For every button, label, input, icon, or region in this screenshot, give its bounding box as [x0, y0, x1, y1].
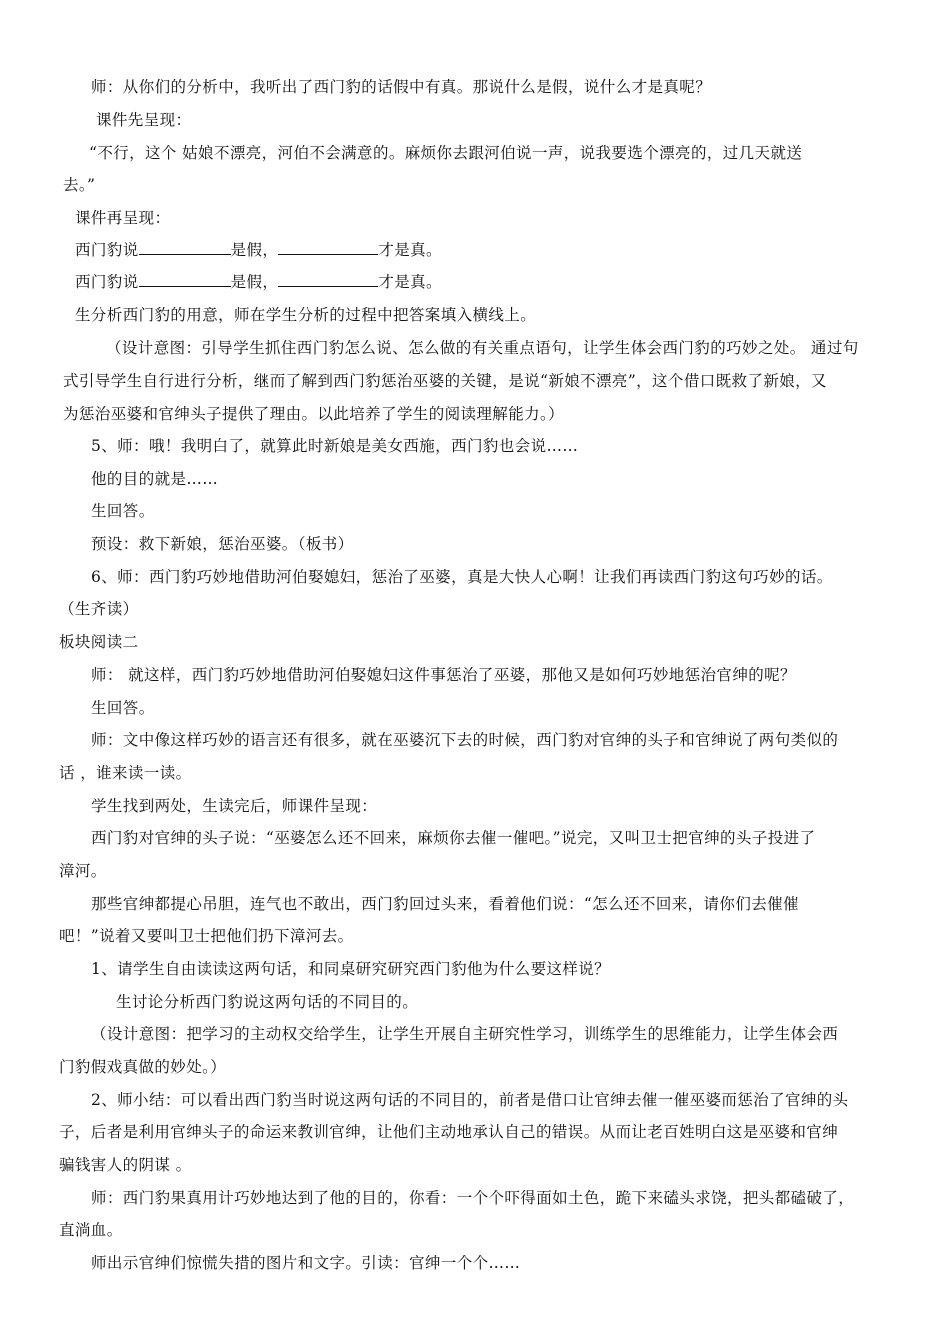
fill-blank-line	[75, 240, 442, 260]
fill-end: 才是真。	[378, 273, 442, 291]
paragraph-line: 生分析西门豹的用意，师在学生分析的过程中把答案填入横线上。	[75, 306, 537, 324]
design-intent-note: （设计意图：把学习的主动权交给学生，让学生开展自主研究性学习，训练学生的思维能力，让学生体会西	[91, 1025, 839, 1043]
fill-mid: 是假，	[230, 273, 279, 291]
paragraph-line: 去。”	[63, 176, 96, 194]
paragraph-line: 师：从你们的分析中，我听出了西门豹的话假中有真。那说什么是假，说什么才是真呢？	[91, 78, 712, 96]
paragraph-line: 6、师：西门豹巧妙地借助河伯娶媳妇，惩治了巫婆，真是大快人心啊！让我们再读西门豹这句巧妙的话。	[91, 568, 833, 586]
paragraph-line: 师：西门豹果真用计巧妙地达到了他的目的，你看：一个个吓得面如土色，跪下来磕头求饶，把头都磕破了，	[91, 1189, 855, 1207]
fill-mid: 是假，	[230, 241, 279, 259]
section-heading: 板块阅读二	[59, 633, 139, 651]
paragraph-line: 骗钱害人的阴谋 。	[59, 1156, 192, 1174]
paragraph-line: 吧！”说着又要叫卫士把他们扔下漳河去。	[59, 927, 354, 945]
paragraph-line: “不行，这个 姑娘不漂亮，河伯不会满意的。麻烦你去跟河伯说一声，说我要选个漂亮的，过几天就送	[89, 144, 803, 162]
paragraph-line: 5、师：哦！我明白了，就算此时新娘是美女西施，西门豹也会说……	[91, 437, 579, 455]
paragraph-line: 他的目的就是……	[91, 470, 219, 488]
paragraph-line: （生齐读）	[59, 600, 139, 618]
paragraph-line: 1、请学生自由读读这两句话，和同桌研究研究西门豹他为什么要这样说？	[91, 960, 611, 978]
design-intent-note: （设计意图：引导学生抓住西门豹怎么说、怎么做的有关重点语句，让学生体会西门豹的巧妙之处。 通过句	[106, 339, 859, 357]
paragraph-line: 生回答。	[91, 502, 155, 520]
paragraph-line: 直淌血。	[59, 1221, 123, 1239]
design-intent-note: 为惩治巫婆和官绅头子提供了理由。以此培养了学生的阅读理解能力。）	[63, 405, 565, 423]
paragraph-line: 师出示官绅们惊慌失措的图片和文字。引读：官绅一个个……	[91, 1254, 521, 1272]
answer-blank	[278, 272, 378, 287]
paragraph-line: 子，后者是利用官绅头子的命运来教训官绅，让他们主动地承认自己的错误。从而让老百姓明白这是巫婆和官绅	[59, 1123, 839, 1141]
paragraph-line: 生回答。	[91, 699, 155, 717]
answer-blank	[139, 240, 231, 255]
fill-speaker: 西门豹说	[75, 273, 139, 291]
design-intent-note: 式引导学生自行进行分析，继而了解到西门豹惩治巫婆的关键，是说“新娘不漂亮”，这个借口既救了新娘，又	[63, 372, 827, 390]
paragraph-line: 漳河。	[59, 862, 107, 880]
paragraph-line: 那些官绅都提心吊胆，连气也不敢出，西门豹回过头来，看着他们说：“怎么还不回来，请你们去催催	[91, 895, 799, 913]
paragraph-line: 师： 就这样，西门豹巧妙地借助河伯娶媳妇这件事惩治了巫婆，那他又是如何巧妙地惩治官绅的呢？	[91, 666, 796, 684]
paragraph-line: 学生找到两处，生读完后，师课件呈现：	[91, 797, 378, 815]
paragraph-line: 课件先呈现：	[96, 111, 192, 129]
paragraph-line: 课件再呈现：	[75, 209, 171, 227]
answer-blank	[139, 272, 231, 287]
design-intent-note: 门豹假戏真做的妙处。）	[59, 1058, 227, 1076]
paragraph-line: 2、师小结：可以看出西门豹当时说这两句话的不同目的，前者是借口让官绅去催一催巫婆而惩治了官绅的头	[91, 1091, 849, 1109]
answer-blank	[278, 240, 378, 255]
paragraph-line: 西门豹对官绅的头子说：“巫婆怎么还不回来，麻烦你去催一催吧。”说完，又叫卫士把官绅的头子投进了	[91, 829, 816, 847]
fill-speaker: 西门豹说	[75, 241, 139, 259]
paragraph-line: 预设：救下新娘，惩治巫婆。（板书）	[91, 535, 354, 553]
paragraph-line: 话 ，谁来读一读。	[59, 764, 192, 782]
paragraph-line: 生讨论分析西门豹说这两句话的不同目的。	[116, 993, 419, 1011]
fill-blank-line	[75, 272, 442, 292]
paragraph-line: 师：文中像这样巧妙的语言还有很多，就在巫婆沉下去的时候，西门豹对官绅的头子和官绅说了两句类似的	[91, 731, 839, 749]
fill-end: 才是真。	[378, 241, 442, 259]
